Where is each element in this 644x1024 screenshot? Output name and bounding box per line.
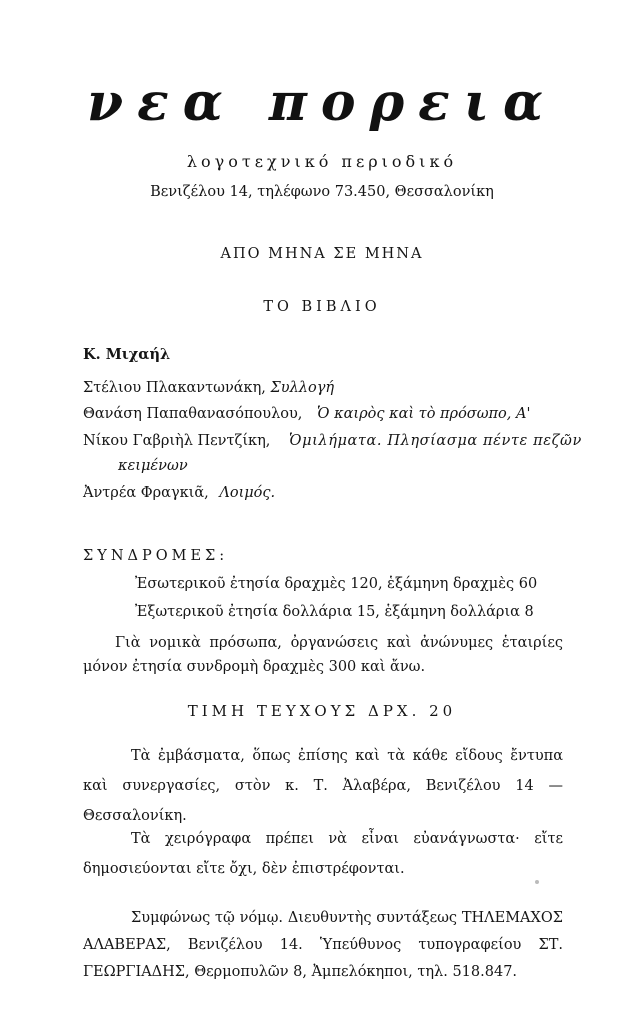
subscriptions-heading: ΣΥΝΔΡΟΜΕΣ:	[83, 548, 229, 564]
book-entry	[83, 380, 334, 396]
book-author: Ἀντρέα Φραγκιᾶ,	[83, 485, 209, 501]
issue-price: ΤΙΜΗ ΤΕΥΧΟΥΣ ΔΡΧ. 20	[187, 702, 457, 720]
legal-notice: Συμφώνως τῷ νόμῳ. Διευθυντὴς συντάξεως ΤΗΛΕΜΑΧΟΣ ΑΛΑΒΕΡΑΣ, Βενιζέλου 14. Ὑπεύθυνος τυπογραφείου ΣΤ. ΓΕΩΡΓΙΑΔΗΣ, Θερμοπυλῶν 8, Ἀμπελόκηποι, τηλ. 518.847.	[83, 910, 563, 980]
book-title: Ὁμιλήματα. Πλησίασμα πέντε πεζῶν	[289, 433, 582, 449]
subscription-legal-entities: Γιὰ νομικὰ πρόσωπα, ὀργανώσεις καὶ ἀνώνυμες ἑταιρίες μόνον ἐτησία συνδρομὴ δραχμὲς 300 καὶ ἄνω.	[83, 635, 563, 675]
subscription-foreign: Ἐξωτερικοῦ ἐτησία δολλάρια 15, ἑξάμηνη δολλάρια 8	[135, 604, 534, 620]
book-entry	[83, 485, 275, 501]
remittances-notice: Τὰ ἐμβάσματα, ὅπως ἐπίσης καὶ τὰ κάθε εἴδους ἔντυπα καὶ συνεργασίες, στὸν κ. Τ. Ἀλαβέρα, Βενιζέλου 14 — Θεσσαλονίκη.	[83, 748, 563, 824]
book-title: Συλλογή	[270, 380, 335, 396]
masthead-title: νεα πορεια	[87, 72, 557, 133]
manuscripts-notice: Τὰ χειρόγραφα πρέπει νὰ εἶναι εὐανάγνωστα· εἴτε δημοσιεύονται εἴτε ὄχι, δὲν ἐπιστρέφονται.	[83, 831, 563, 877]
masthead-subtitle: λογοτεχνικό περιοδικό	[186, 152, 458, 171]
book-author: Νίκου Γαβριὴλ Πεντζίκη,	[83, 433, 271, 449]
section-heading-book: ΤΟ ΒΙΒΛΙΟ	[263, 299, 381, 315]
publisher-address: Βενιζέλου 14, τηλέφωνο 73.450, Θεσσαλονίκη	[150, 184, 494, 200]
book-author: Στέλιου Πλακαντωνάκη,	[83, 380, 266, 396]
print-speck	[535, 880, 539, 884]
subscription-domestic: Ἐσωτερικοῦ ἐτησία δραχμὲς 120, ἑξάμηνη δραχμὲς 60	[135, 576, 538, 592]
book-entry	[83, 433, 582, 449]
reviewer-name: Κ. Μιχαήλ	[83, 346, 171, 363]
book-title-continuation: κειμένων	[118, 458, 188, 474]
section-heading-month: ΑΠΟ ΜΗΝΑ ΣΕ ΜΗΝΑ	[220, 246, 424, 262]
book-author: Θανάση Παπαθανασόπουλου,	[83, 406, 303, 422]
book-title: Ὁ καιρὸς καὶ τὸ πρόσωπο, Α'	[317, 406, 531, 422]
book-title: Λοιμός.	[219, 485, 276, 501]
book-entry	[83, 406, 530, 422]
